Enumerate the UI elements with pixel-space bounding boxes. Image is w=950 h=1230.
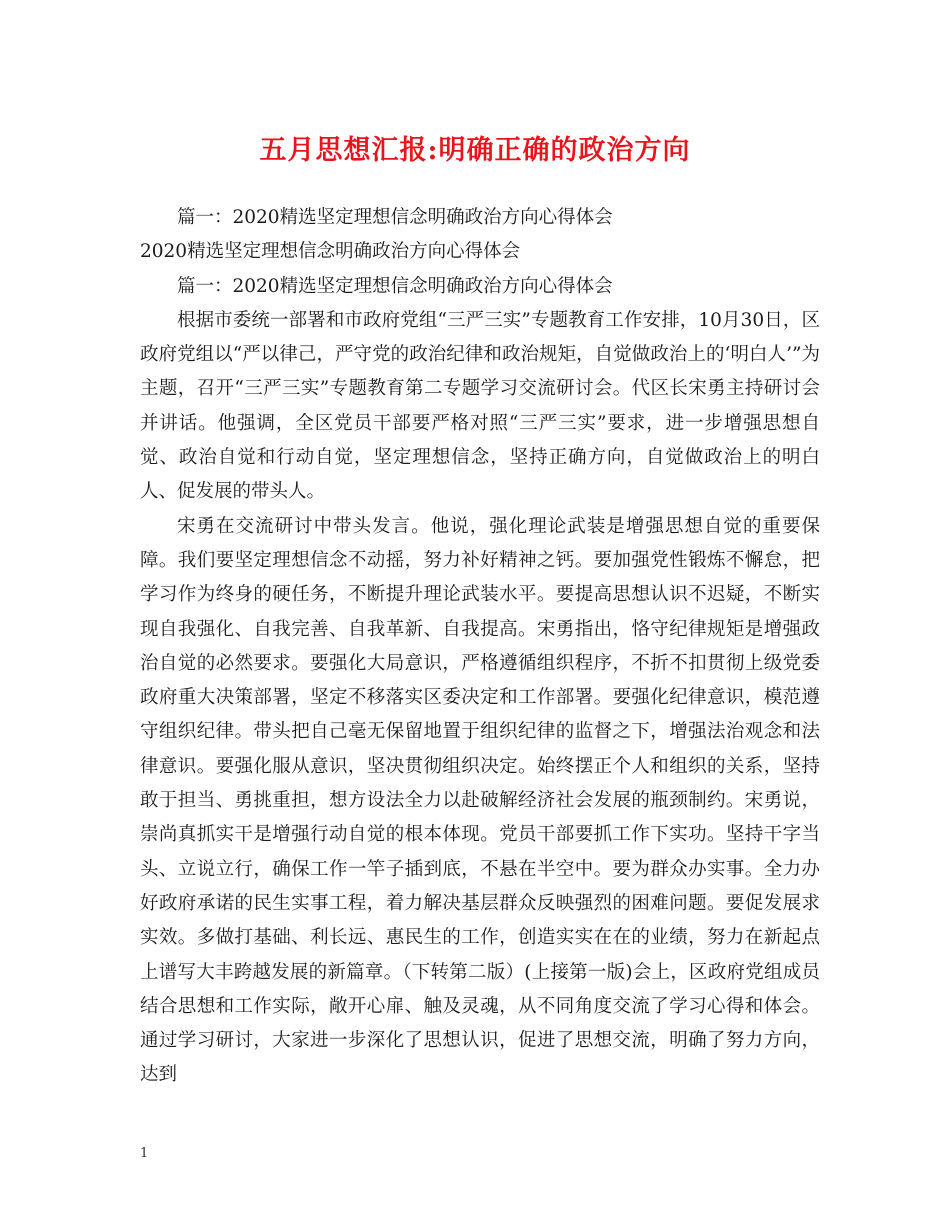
body-paragraph-2: 宋勇在交流研讨中带头发言。他说，强化理论武装是增强思想自觉的重要保障。我们要坚定理想信念不动摇，努力补好精神之钙。要加强党性锻炼不懈怠，把学习作为终身的硬任务，不断提升理论武装水平。要提高思想认识不迟疑，不断实现自我强化、自我完善、自我革新、自我提高。宋勇指出，恪守纪律规矩是增强政治自觉的必然要求。要强化大局意识，严格遵循组织程序，不折不扣贯彻上级党委政府重大决策部署，坚定不移落实区委决定和工作部署。要强化纪律意识，模范遵守组织纪律。带头把自己毫无保留地置于组织纪律的监督之下，增强法治观念和法律意识。要强化服从意识，坚决贯彻组织决定。始终摆正个人和组织的关系，坚持敢于担当、勇挑重担，想方设法全力以赴破解经济社会发展的瓶颈制约。宋勇说，崇尚真抓实干是增强行动自觉的根本体现。党员干部要抓工作下实功。坚持干字当头、立说立行，确保工作一竿子插到底，不悬在半空中。要为群众办实事。全力办好政府承诺的民生实事工程，着力解决基层群众反映强烈的困难问题。要促发展求实效。多做打基础、利长远、惠民生的工作，创造实实在在的业绩，努力在新起点上谱写大丰跨越发展的新篇章。（下转第二版）(上接第一版)会上，区政府党组成员结合思想和工作实际，敞开心扉、触及灵魂，从不同角度交流了学习心得和体会。通过学习研讨，大家进一步深化了思想认识，促进了思想交流，明确了努力方向，达到: [140, 515, 820, 1086]
heading-line-3: 篇一：2020精选坚定理想信念明确政治方向心得体会: [177, 275, 613, 297]
heading-line-1: 篇一：2020精选坚定理想信念明确政治方向心得体会: [177, 207, 613, 228]
body-paragraph-1: 根据市委统一部署和市政府党组“三严三实”专题教育工作安排，10月30日，区政府党组以“严以律己，严守党的政治纪律和政治规矩，自觉做政治上的‘明白人’”为主题，召开“三严三实”专题教育第二专题学习交流研讨会。代区长宋勇主持研讨会并讲话。他强调，全区党员干部要严格对照“三严三实”要求，进一步增强思想自觉、政治自觉和行动自觉，坚定理想信念，坚持正确方向，自觉做政治上的明白人、促发展的带头人。: [140, 309, 820, 503]
document-body: [140, 201, 820, 1093]
page-number: 1: [140, 1146, 149, 1161]
document-title: 五月思想汇报:明确正确的政治方向: [259, 135, 691, 166]
heading-line-2: 2020精选坚定理想信念明确政治方向心得体会: [140, 241, 521, 263]
